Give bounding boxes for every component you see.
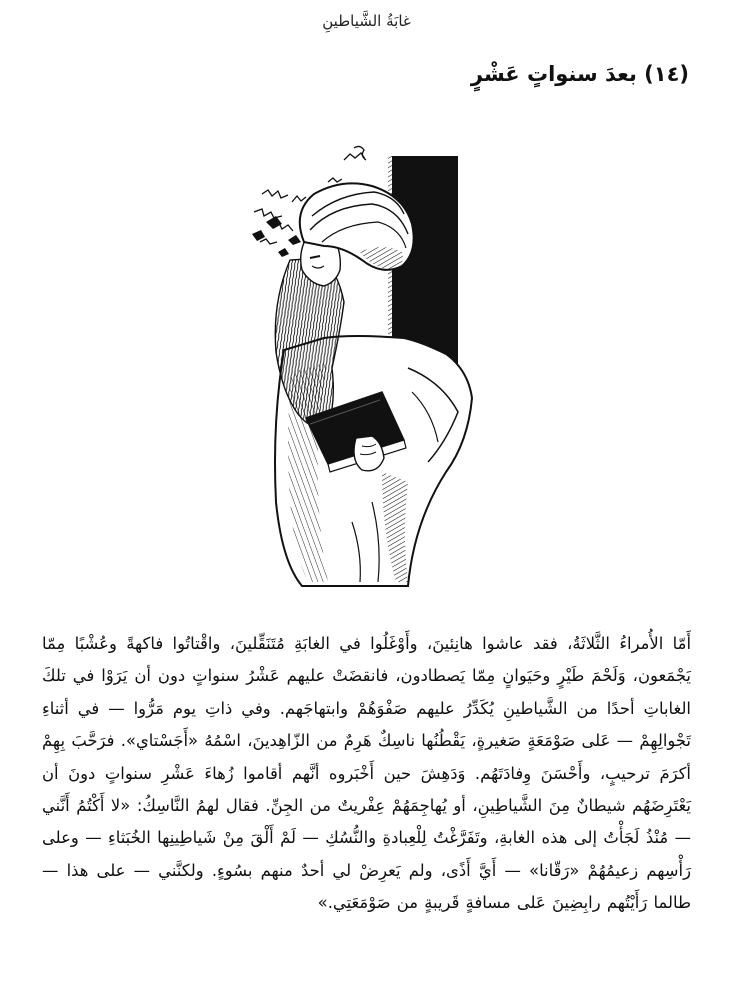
chapter-paragraph: أَمّا الأُمراءُ الثَّلاثَةُ، فقد عاشوا هانِئينَ، وأَوْغَلُوا في الغابَةِ مُتَنَقِّلينَ، واقْتاتُوا فاكهةً وعُشْبًا مِمّا يَجْمَعون، وَلَحْمَ طَيْرٍ وحَيَوانٍ مِمّا يَصطادون، فانقضَتْ عليهم عَشْرُ سنواتٍ دون أن يَرَوْا في تلكَ الغاباتِ أحدًا من الشَّياطينِ يُكَدِّرُ عليهم صَفْوَهُمْ وابتهاجَهم. وفي ذاتِ يوم مَرُّوا — في أثناءِ تَجْوالِهِمْ — عَلى صَوْمَعَةٍ صَغيرةٍ، يَقْطُنُها ناسِكٌ هَرِمٌ من الزّاهِدينَ، اسْمُهُ «أَجَسْتاي». فرَحَّبَ بِهِمْ أكرَمَ ترحيبٍ، وأَحْسَنَ وِفادَتَهُم. وَدَهِشَ حين أَخْبَروه أنَّهم أقاموا زُهاءَ عَشْرِ سنواتٍ دونَ أن يَعْتَرِضَهُم شيطانٌ مِنَ الشَّياطِينِ، أو يُهاجِمَهُمْ عِفْريتٌ من الجِنِّ. فقال لهمُ النَّاسِكُ: «لا أَكْتُمُ أَنَّني — مُنْذُ لَجَأْتُ إلى هذه الغابةِ، وتَفَرَّغْتُ لِلْعِبادةِ والنُّسُكِ — لَمْ أَلْقَ مِنْ شَياطِينِها الخُبَثاءِ — وعلى رَأْسِهم زعيمُهُمْ «رَقّانا» — أَيَّ أَذًى، ولم يَعرِضْ لي أحدٌ منهم بسُوءٍ. ولكنَّني — على هذا — طالما رَأَيْتُهم رابِضِينَ عَلى مسافةٍ قَريبةٍ من صَوْمَعَتِي.» bbox=[42, 634, 691, 913]
chapter-title: (١٤) بعدَ سنواتٍ عَشْرٍ bbox=[470, 62, 689, 86]
running-header: غابَةُ الشَّياطينِ bbox=[322, 12, 411, 30]
hermit-illustration bbox=[232, 142, 502, 594]
bearded-hermit-icon bbox=[232, 142, 502, 594]
